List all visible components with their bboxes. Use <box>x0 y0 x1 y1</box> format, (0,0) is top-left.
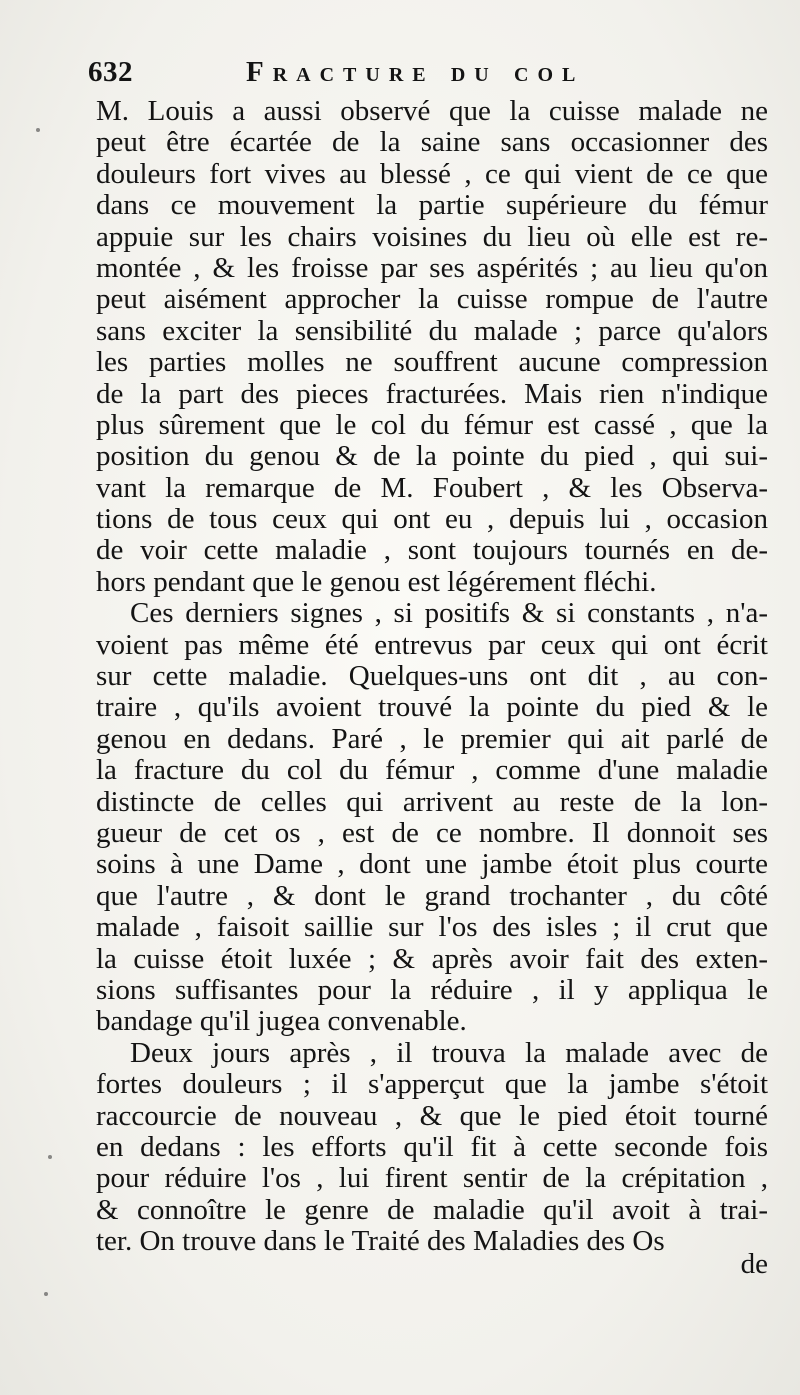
text-line: vant la remarque de M. Foubert , & les Observa- <box>96 471 768 504</box>
page-number: 632 <box>88 56 133 88</box>
text-line: sions suffisantes pour la réduire , il y appliqua le <box>96 973 768 1006</box>
text-line: de la part des pieces fracturées. Mais rien n'indique <box>96 377 768 410</box>
text-line: raccourcie de nouveau , & que le pied étoit tourné <box>96 1099 768 1132</box>
scan-speck <box>750 608 754 612</box>
scan-speck <box>44 1292 48 1296</box>
text-line: pour réduire l'os , lui firent sentir de la crépitation , <box>96 1162 768 1195</box>
text-line: douleurs fort vives au blessé , ce qui vient de ce que <box>96 157 768 190</box>
text-line: hors pendant que le genou est légérement fléchi. <box>96 565 657 598</box>
text-line: peut aisément approcher la cuisse rompue de l'autre <box>96 283 768 316</box>
text-line: M. Louis a aussi observé que la cuisse malade ne <box>96 95 768 127</box>
text-line: soins à une Dame , dont une jambe étoit plus courte <box>96 848 768 881</box>
text-line: les parties molles ne souffrent aucune compression <box>96 346 768 379</box>
text-line: la fracture du col du fémur , comme d'une maladie <box>96 754 768 787</box>
text-line: que l'autre , & dont le grand trochanter , du côté <box>96 879 768 912</box>
text-line: en dedans : les efforts qu'il fit à cette seconde fois <box>96 1130 768 1163</box>
catchword: de <box>740 1248 768 1280</box>
text-line: traire , qu'ils avoient trouvé la pointe du pied & le <box>96 691 768 724</box>
text-line: plus sûrement que le col du fémur est cassé , que la <box>96 408 768 441</box>
text-line: montée , & les froisse par ses aspérités ; au lieu qu'on <box>96 251 768 284</box>
text-line: voient pas même été entrevus par ceux qui ont écrit <box>96 628 768 661</box>
paragraph <box>96 96 768 598</box>
running-title: Fracture du col <box>246 56 585 88</box>
text-line: Ces derniers signes , si positifs & si constants , n'a- <box>130 597 768 630</box>
text-line: tions de tous ceux qui ont eu , depuis lui , occasion <box>96 503 768 536</box>
text-line: Deux jours après , il trouva la malade avec de <box>130 1036 768 1069</box>
text-line: bandage qu'il jugea convenable. <box>96 1005 467 1038</box>
text-line: fortes douleurs ; il s'apperçut que la jambe s'étoit <box>96 1068 768 1101</box>
text-line: malade , faisoit saillie sur l'os des isles ; il crut que <box>96 911 768 944</box>
text-line: gueur de cet os , est de ce nombre. Il donnoit ses <box>96 816 768 849</box>
text-line: distincte de celles qui arrivent au reste de la lon- <box>96 785 768 818</box>
paragraph <box>96 1038 768 1258</box>
paragraph <box>96 598 768 1037</box>
text-line: la cuisse étoit luxée ; & après avoir fait des exten- <box>96 942 768 975</box>
text-line: appuie sur les chairs voisines du lieu où elle est re- <box>96 220 768 253</box>
text-line: peut être écartée de la saine sans occasionner des <box>96 126 768 159</box>
text-line: genou en dedans. Paré , le premier qui ait parlé de <box>96 722 768 755</box>
text-line: dans ce mouvement la partie supérieure du fémur <box>96 189 768 222</box>
scan-speck <box>48 1155 52 1159</box>
text-line: position du genou & de la pointe du pied , qui sui- <box>96 440 768 473</box>
text-line: de voir cette maladie , sont toujours tournés en de- <box>96 534 768 567</box>
text-line: sans exciter la sensibilité du malade ; parce qu'alors <box>96 314 768 347</box>
text-line: sur cette maladie. Quelques-uns ont dit , au con- <box>96 660 768 693</box>
body-text <box>96 96 768 1257</box>
page-header <box>88 52 748 92</box>
text-line: ter. On trouve dans le Traité des Maladies des Os <box>96 1225 665 1258</box>
text-line: & connoître le genre de maladie qu'il avoit à trai- <box>96 1193 768 1226</box>
scan-speck <box>36 128 40 132</box>
